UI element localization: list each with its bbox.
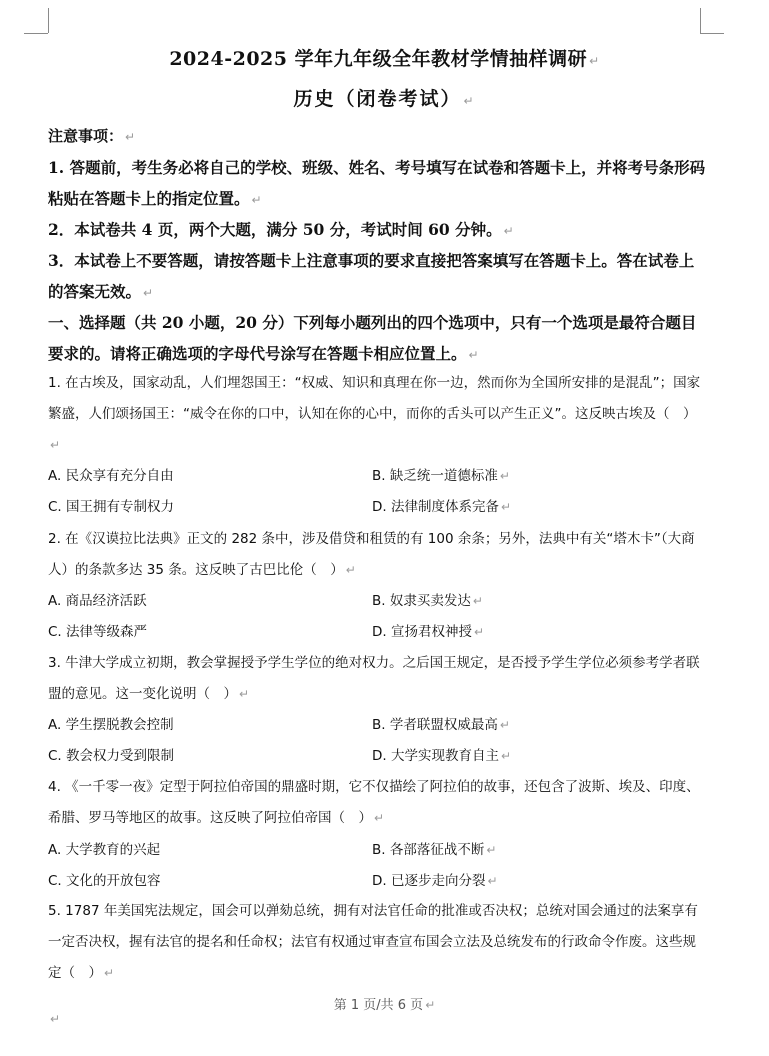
paragraph-mark-icon: ↵ [143, 286, 154, 300]
option-d: D. 大学实现教育自主 ↵ [372, 748, 512, 764]
paragraph-mark-icon: ↵ [499, 718, 510, 732]
exam-subtitle: 历史（闭卷考试） ↵ [293, 88, 476, 110]
question-stem: 3. 牛津大学成立初期，教会掌握授予学生学位的绝对权力。之后国王规定，是否授予学生学位必须参考学者联盟的意见。这一变化说明（ ） ↵ [48, 655, 700, 702]
notice-heading: 注意事项： ↵ [48, 127, 136, 145]
paragraph-mark-icon: ↵ [473, 625, 485, 639]
section-heading: 一、选择题（共 20 小题，20 分）下列每小题列出的四个选项中，只有一个选项是最符合题目要求的。请将正确选项的字母代号涂写在答题卡相应位置上。 ↵ [48, 313, 697, 363]
option-a: A. 学生摆脱教会控制 [48, 717, 174, 733]
option-a: A. 商品经济活跃 [48, 593, 147, 609]
paragraph-mark-icon: ↵ [463, 94, 476, 108]
crop-mark [48, 8, 49, 33]
paragraph-mark-icon: ↵ [251, 193, 262, 207]
paragraph-mark-icon: ↵ [425, 998, 436, 1012]
paragraph-mark-icon: ↵ [487, 874, 498, 888]
crop-mark [700, 8, 701, 33]
option-b: B. 缺乏统一道德标准 ↵ [372, 468, 510, 484]
crop-mark [24, 33, 48, 34]
paragraph-mark-icon: ↵ [472, 594, 483, 608]
option-d: D. 已逐步走向分裂 ↵ [372, 873, 498, 889]
option-d: D. 宣扬君权神授 ↵ [372, 624, 485, 640]
paragraph-mark-icon: ↵ [374, 811, 385, 825]
question-stem: 4. 《一千零一夜》定型于阿拉伯帝国的鼎盛时期，它不仅描绘了阿拉伯的故事，还包含了波斯、埃及、印度、希腊、罗马等地区的故事。这反映了阿拉伯帝国（ ） ↵ [48, 779, 700, 826]
paragraph-mark-icon: ↵ [503, 224, 514, 238]
question-stem: 5. 1787 年美国宪法规定，国会可以弹劾总统，拥有对法官任命的批准或否决权；总统对国会通过的法案享有一定否决权，握有法官的提名和任命权；法官有权通过审查宣布国会立法及总统发布的行政命令作废。这些规定（ ） ↵ [48, 903, 698, 981]
option-b: B. 各部落征战不断 ↵ [372, 842, 497, 858]
option-c: C. 文化的开放包容 [48, 873, 161, 889]
paragraph-mark-icon: ↵ [589, 54, 600, 68]
paragraph-mark-icon: ↵ [486, 843, 497, 857]
paragraph-mark-icon: ↵ [500, 749, 512, 763]
notice-item: 1. 答题前，考生务必将自己的学校、班级、姓名、考号填写在试卷和答题卡上，并将考号条形码粘贴在答题卡上的指定位置。 ↵ [48, 158, 706, 208]
option-d: D. 法律制度体系完备 ↵ [372, 499, 512, 515]
option-c: C. 国王拥有专制权力 [48, 499, 175, 515]
option-b: B. 学者联盟权威最高 ↵ [372, 717, 510, 733]
crop-mark [700, 33, 724, 34]
notice-item: 3．本试卷上不要答题，请按答题卡上注意事项的要求直接把答案填写在答题卡上。答在试卷上的答案无效。 ↵ [48, 251, 695, 301]
paragraph-mark-icon: ↵ [500, 500, 512, 514]
paragraph-mark-icon: ↵ [499, 469, 510, 483]
question-stem: 2. 在《汉谟拉比法典》正文的 282 条中，涉及借贷和租赁的有 100 余条；另外，法典中有关“塔木卡”（大商人）的条款多达 35 条。这反映了古巴比伦（ ） ↵ [48, 531, 695, 578]
exam-title: 2024-2025 学年九年级全年教材学情抽样调研 ↵ [169, 48, 600, 70]
option-a: A. 民众享有充分自由 [48, 468, 174, 484]
option-c: C. 教会权力受到限制 [48, 748, 175, 764]
question-stem: 1. 在古埃及，国家动乱，人们埋怨国王：“权威、知识和真理在你一边，然而你为全国所安排的是混乱”；国家繁盛，人们颂扬国王：“威令在你的口中，认知在你的心中，而你的舌头可以产生正义”。这反映古埃及（ ）↵ [48, 375, 701, 452]
option-c: C. 法律等级森严 [48, 624, 148, 640]
paragraph-mark-icon: ↵ [125, 130, 136, 144]
page-footer: 第 1 页/共 6 页 ↵ [333, 998, 436, 1013]
paragraph-mark-icon: ↵ [345, 563, 356, 577]
paragraph-mark-icon: ↵ [239, 687, 250, 701]
paragraph-mark-icon: ↵ [50, 1012, 61, 1026]
notice-item: 2．本试卷共 4 页，两个大题，满分 50 分，考试时间 60 分钟。 ↵ [48, 220, 514, 239]
option-b: B. 奴隶买卖发达 ↵ [372, 593, 483, 609]
option-a: A. 大学教育的兴起 [48, 842, 161, 858]
paragraph-mark-icon: ↵ [104, 966, 115, 980]
paragraph-mark-icon: ↵ [468, 348, 479, 362]
paragraph-mark-icon: ↵ [50, 438, 61, 452]
